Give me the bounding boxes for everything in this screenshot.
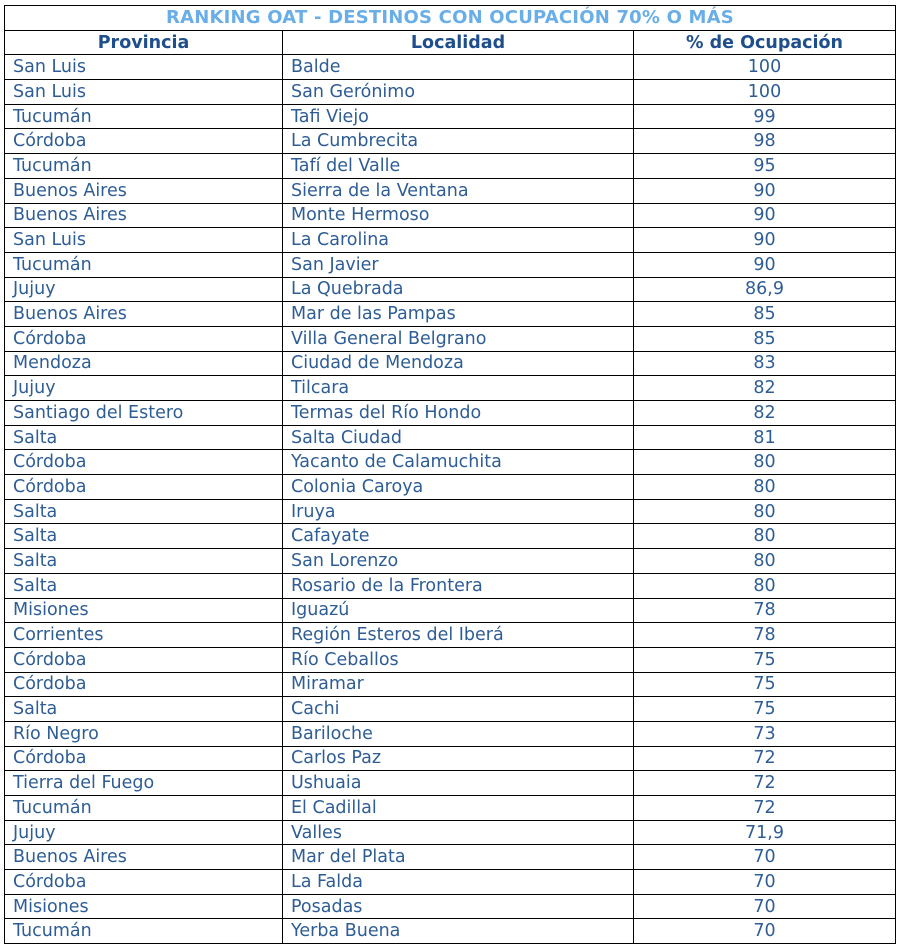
cell-ocupacion: 80 bbox=[634, 524, 896, 549]
cell-ocupacion: 72 bbox=[634, 746, 896, 771]
table-row bbox=[5, 771, 896, 796]
cell-provincia: Jujuy bbox=[5, 376, 283, 401]
cell-localidad: Ciudad de Mendoza bbox=[283, 351, 634, 376]
cell-provincia: Buenos Aires bbox=[5, 302, 283, 327]
cell-ocupacion: 72 bbox=[634, 771, 896, 796]
cell-provincia: Córdoba bbox=[5, 326, 283, 351]
cell-localidad: Yerba Buena bbox=[283, 919, 634, 944]
table-row bbox=[5, 302, 896, 327]
table-row bbox=[5, 573, 896, 598]
cell-localidad: Valles bbox=[283, 820, 634, 845]
table-row bbox=[5, 326, 896, 351]
cell-localidad: San Javier bbox=[283, 252, 634, 277]
table-row bbox=[5, 252, 896, 277]
cell-provincia: Misiones bbox=[5, 598, 283, 623]
table-row bbox=[5, 499, 896, 524]
table-row bbox=[5, 919, 896, 944]
cell-ocupacion: 86,9 bbox=[634, 277, 896, 302]
table-row bbox=[5, 425, 896, 450]
cell-provincia: Santiago del Estero bbox=[5, 401, 283, 426]
cell-ocupacion: 100 bbox=[634, 55, 896, 80]
cell-localidad: Cachi bbox=[283, 697, 634, 722]
cell-ocupacion: 71,9 bbox=[634, 820, 896, 845]
cell-provincia: Córdoba bbox=[5, 475, 283, 500]
cell-localidad: La Falda bbox=[283, 870, 634, 895]
cell-provincia: Tierra del Fuego bbox=[5, 771, 283, 796]
cell-provincia: Mendoza bbox=[5, 351, 283, 376]
cell-ocupacion: 100 bbox=[634, 80, 896, 105]
cell-localidad: La Carolina bbox=[283, 228, 634, 253]
cell-ocupacion: 70 bbox=[634, 845, 896, 870]
cell-ocupacion: 70 bbox=[634, 919, 896, 944]
cell-ocupacion: 80 bbox=[634, 499, 896, 524]
cell-provincia: Córdoba bbox=[5, 870, 283, 895]
cell-ocupacion: 82 bbox=[634, 376, 896, 401]
cell-localidad: La Quebrada bbox=[283, 277, 634, 302]
table-row bbox=[5, 55, 896, 80]
table-row bbox=[5, 820, 896, 845]
cell-ocupacion: 85 bbox=[634, 326, 896, 351]
column-header-ocupacion: % de Ocupación bbox=[634, 30, 896, 55]
table-row bbox=[5, 894, 896, 919]
cell-provincia: Jujuy bbox=[5, 820, 283, 845]
cell-provincia: Córdoba bbox=[5, 746, 283, 771]
cell-provincia: Salta bbox=[5, 573, 283, 598]
cell-ocupacion: 95 bbox=[634, 154, 896, 179]
cell-localidad: Yacanto de Calamuchita bbox=[283, 450, 634, 475]
cell-localidad: Mar de las Pampas bbox=[283, 302, 634, 327]
cell-ocupacion: 80 bbox=[634, 475, 896, 500]
cell-ocupacion: 98 bbox=[634, 129, 896, 154]
cell-provincia: Buenos Aires bbox=[5, 845, 283, 870]
cell-localidad: San Lorenzo bbox=[283, 549, 634, 574]
table-body bbox=[5, 55, 896, 944]
cell-localidad: Bariloche bbox=[283, 721, 634, 746]
cell-ocupacion: 82 bbox=[634, 401, 896, 426]
table-row bbox=[5, 746, 896, 771]
table-row bbox=[5, 697, 896, 722]
cell-provincia: Salta bbox=[5, 425, 283, 450]
cell-localidad: San Gerónimo bbox=[283, 80, 634, 105]
table-row bbox=[5, 870, 896, 895]
cell-provincia: Corrientes bbox=[5, 623, 283, 648]
table-row bbox=[5, 228, 896, 253]
cell-localidad: Villa General Belgrano bbox=[283, 326, 634, 351]
table-title: RANKING OAT - DESTINOS CON OCUPACIÓN 70% O MÁS bbox=[5, 6, 896, 31]
cell-provincia: Salta bbox=[5, 524, 283, 549]
table-row bbox=[5, 623, 896, 648]
cell-localidad: Miramar bbox=[283, 672, 634, 697]
cell-provincia: Salta bbox=[5, 549, 283, 574]
cell-ocupacion: 70 bbox=[634, 870, 896, 895]
cell-localidad: Salta Ciudad bbox=[283, 425, 634, 450]
cell-localidad: Posadas bbox=[283, 894, 634, 919]
cell-ocupacion: 85 bbox=[634, 302, 896, 327]
table-row bbox=[5, 203, 896, 228]
column-header-localidad: Localidad bbox=[283, 30, 634, 55]
cell-provincia: Jujuy bbox=[5, 277, 283, 302]
cell-localidad: La Cumbrecita bbox=[283, 129, 634, 154]
cell-localidad: Ushuaia bbox=[283, 771, 634, 796]
cell-ocupacion: 70 bbox=[634, 894, 896, 919]
table-row bbox=[5, 401, 896, 426]
cell-ocupacion: 99 bbox=[634, 104, 896, 129]
table-row bbox=[5, 80, 896, 105]
cell-provincia: Córdoba bbox=[5, 647, 283, 672]
table-row bbox=[5, 598, 896, 623]
cell-ocupacion: 78 bbox=[634, 623, 896, 648]
table-row bbox=[5, 672, 896, 697]
cell-localidad: Colonia Caroya bbox=[283, 475, 634, 500]
ranking-table bbox=[4, 5, 896, 944]
cell-provincia: Salta bbox=[5, 499, 283, 524]
cell-localidad: Mar del Plata bbox=[283, 845, 634, 870]
table-row bbox=[5, 549, 896, 574]
cell-localidad: Sierra de la Ventana bbox=[283, 178, 634, 203]
cell-ocupacion: 80 bbox=[634, 573, 896, 598]
cell-provincia: Córdoba bbox=[5, 672, 283, 697]
cell-ocupacion: 90 bbox=[634, 228, 896, 253]
cell-ocupacion: 75 bbox=[634, 647, 896, 672]
cell-provincia: San Luis bbox=[5, 55, 283, 80]
cell-localidad: Tafi Viejo bbox=[283, 104, 634, 129]
cell-provincia: Córdoba bbox=[5, 450, 283, 475]
cell-provincia: Tucumán bbox=[5, 154, 283, 179]
cell-ocupacion: 81 bbox=[634, 425, 896, 450]
table-row bbox=[5, 104, 896, 129]
table-row bbox=[5, 796, 896, 821]
cell-localidad: Tafí del Valle bbox=[283, 154, 634, 179]
cell-provincia: Tucumán bbox=[5, 796, 283, 821]
cell-ocupacion: 73 bbox=[634, 721, 896, 746]
cell-localidad: Cafayate bbox=[283, 524, 634, 549]
cell-ocupacion: 75 bbox=[634, 672, 896, 697]
cell-provincia: San Luis bbox=[5, 80, 283, 105]
table-row bbox=[5, 647, 896, 672]
cell-localidad: Tilcara bbox=[283, 376, 634, 401]
cell-provincia: Tucumán bbox=[5, 919, 283, 944]
cell-provincia: Tucumán bbox=[5, 104, 283, 129]
cell-localidad: El Cadillal bbox=[283, 796, 634, 821]
cell-ocupacion: 90 bbox=[634, 252, 896, 277]
cell-localidad: Monte Hermoso bbox=[283, 203, 634, 228]
cell-localidad: Región Esteros del Iberá bbox=[283, 623, 634, 648]
table-row bbox=[5, 277, 896, 302]
cell-ocupacion: 72 bbox=[634, 796, 896, 821]
cell-localidad: Termas del Río Hondo bbox=[283, 401, 634, 426]
table-row bbox=[5, 129, 896, 154]
cell-provincia: Tucumán bbox=[5, 252, 283, 277]
table-row bbox=[5, 721, 896, 746]
cell-provincia: Buenos Aires bbox=[5, 178, 283, 203]
table-row bbox=[5, 154, 896, 179]
cell-provincia: Salta bbox=[5, 697, 283, 722]
cell-ocupacion: 80 bbox=[634, 450, 896, 475]
table-row bbox=[5, 475, 896, 500]
cell-provincia: Buenos Aires bbox=[5, 203, 283, 228]
cell-ocupacion: 90 bbox=[634, 203, 896, 228]
ranking-sheet bbox=[4, 5, 895, 944]
cell-ocupacion: 90 bbox=[634, 178, 896, 203]
column-header-provincia: Provincia bbox=[5, 30, 283, 55]
table-row bbox=[5, 524, 896, 549]
cell-provincia: San Luis bbox=[5, 228, 283, 253]
cell-provincia: Río Negro bbox=[5, 721, 283, 746]
header-row bbox=[5, 30, 896, 55]
table-row bbox=[5, 351, 896, 376]
table-row bbox=[5, 178, 896, 203]
cell-localidad: Iruya bbox=[283, 499, 634, 524]
cell-ocupacion: 83 bbox=[634, 351, 896, 376]
title-row bbox=[5, 6, 896, 31]
cell-provincia: Córdoba bbox=[5, 129, 283, 154]
table-row bbox=[5, 376, 896, 401]
cell-ocupacion: 80 bbox=[634, 549, 896, 574]
cell-ocupacion: 78 bbox=[634, 598, 896, 623]
cell-localidad: Río Ceballos bbox=[283, 647, 634, 672]
table-row bbox=[5, 845, 896, 870]
cell-localidad: Carlos Paz bbox=[283, 746, 634, 771]
cell-localidad: Balde bbox=[283, 55, 634, 80]
cell-provincia: Misiones bbox=[5, 894, 283, 919]
cell-localidad: Iguazú bbox=[283, 598, 634, 623]
table-row bbox=[5, 450, 896, 475]
cell-ocupacion: 75 bbox=[634, 697, 896, 722]
cell-localidad: Rosario de la Frontera bbox=[283, 573, 634, 598]
